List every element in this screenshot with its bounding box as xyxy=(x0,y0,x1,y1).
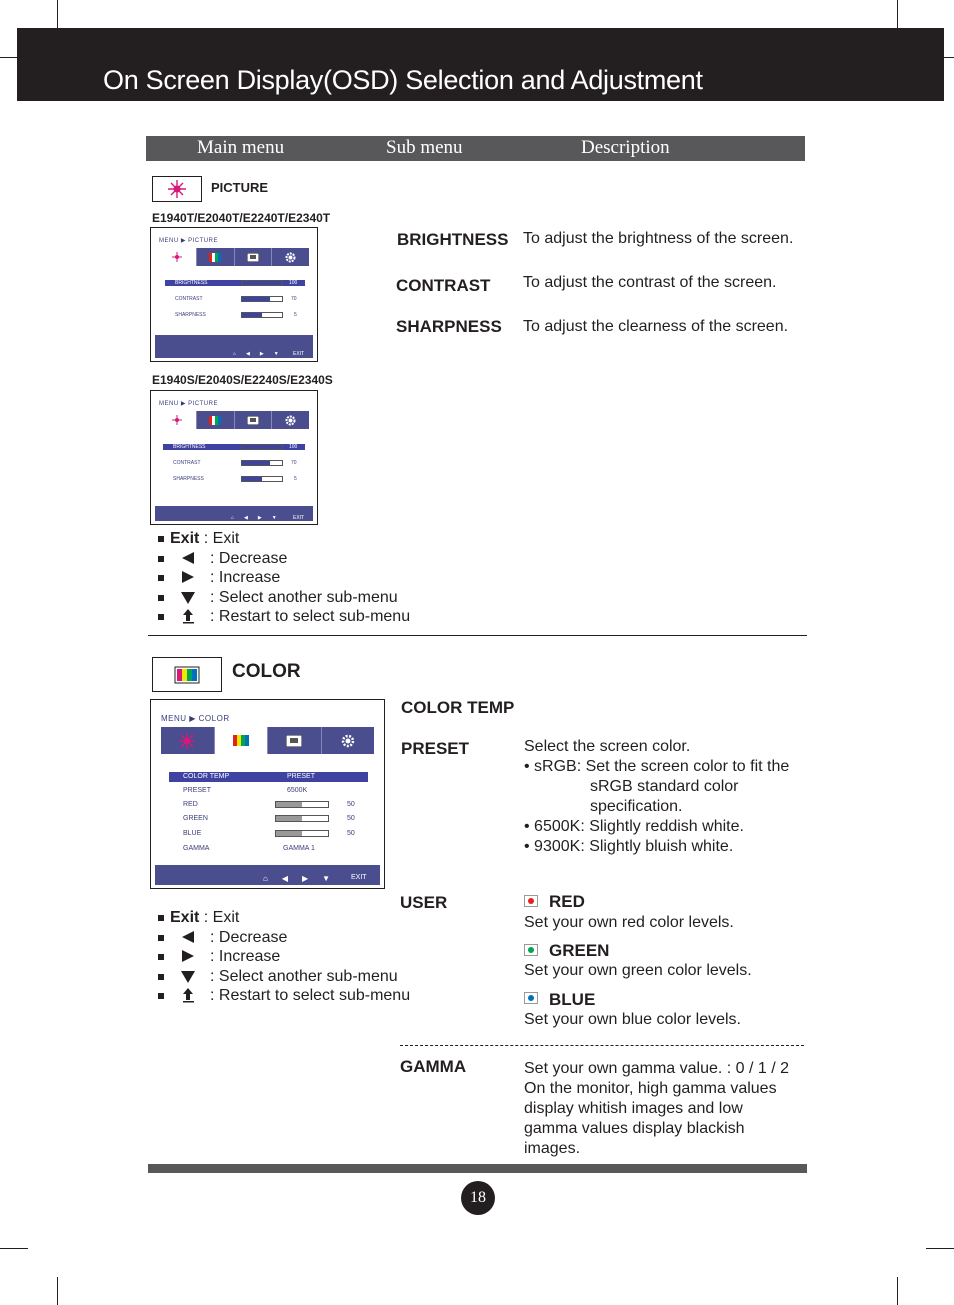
desc-brightness: To adjust the brightness of the screen. xyxy=(523,230,794,247)
return-arrow-icon xyxy=(180,608,196,624)
osd-level-bar xyxy=(275,815,329,822)
osd-exit: EXIT xyxy=(293,351,305,357)
osd-value: 6500K xyxy=(287,787,308,794)
legend-row-decrease: : Decrease xyxy=(158,549,458,569)
user-red-title: RED xyxy=(549,892,585,911)
model-list-s: E1940S/E2040S/E2240S/E2340S xyxy=(152,373,333,387)
osd-value: 100 xyxy=(289,280,298,286)
footer-bar xyxy=(148,1164,807,1173)
sub-menu-user: USER xyxy=(400,893,448,912)
legend-row-select: : Select another sub-menu xyxy=(158,588,458,608)
osd-tab-picture xyxy=(159,411,197,429)
osd-item: RED xyxy=(183,801,198,808)
user-blue-desc: Set your own blue color levels. xyxy=(524,1011,741,1028)
left-arrow-icon xyxy=(180,550,196,566)
sub-menu-brightness: BRIGHTNESS xyxy=(397,230,509,249)
osd-value: 50 xyxy=(347,815,355,822)
osd-exit: EXIT xyxy=(351,874,367,881)
brightness-icon xyxy=(153,177,201,201)
osd-level-bar xyxy=(241,476,283,482)
osd-level-bar xyxy=(241,296,283,302)
osd-level-bar xyxy=(241,460,283,466)
return-arrow-icon xyxy=(180,987,196,1003)
crop-mark xyxy=(57,0,58,28)
user-blue-title: BLUE xyxy=(549,990,596,1009)
osd-level-bar xyxy=(275,801,329,808)
user-green-desc: Set your own green color levels. xyxy=(524,962,752,979)
osd-item: CONTRAST xyxy=(173,460,201,466)
gear-icon xyxy=(285,252,296,263)
osd-value: PRESET xyxy=(287,773,316,780)
crop-mark xyxy=(897,0,898,28)
osd-level-bar xyxy=(241,280,283,286)
dashed-divider xyxy=(400,1045,804,1046)
crop-mark xyxy=(926,1248,954,1249)
desc-contrast: To adjust the contrast of the screen. xyxy=(523,274,777,291)
osd-value: 70 xyxy=(291,460,297,466)
osd-tab-picture xyxy=(161,727,215,754)
osd-tab-display xyxy=(235,248,273,266)
gear-icon xyxy=(341,734,355,748)
color-bars-icon xyxy=(209,253,221,262)
page-title: On Screen Display(OSD) Selection and Adjustment xyxy=(103,65,703,95)
legend-row-exit: Exit : Exit xyxy=(158,908,458,928)
osd-picture-screen-s xyxy=(150,390,318,525)
crop-mark xyxy=(0,1248,28,1249)
osd-value: GAMMA 1 xyxy=(283,845,315,852)
sub-menu-contrast: CONTRAST xyxy=(396,276,491,295)
osd-item: BLUE xyxy=(183,830,202,837)
picture-menu-icon-box xyxy=(152,176,202,202)
osd-value: 100 xyxy=(289,444,298,450)
color-bars-icon xyxy=(233,735,249,746)
crop-mark xyxy=(0,57,17,58)
legend-row-restart: : Restart to select sub-menu xyxy=(158,986,458,1006)
blue-swatch-icon xyxy=(524,992,538,1004)
brightness-icon xyxy=(172,252,182,262)
user-green-title: GREEN xyxy=(549,941,610,960)
key-legend-picture xyxy=(158,529,458,627)
sub-menu-heading: Sub menu xyxy=(386,137,463,158)
down-arrow-icon xyxy=(180,589,196,605)
gear-icon xyxy=(285,415,296,426)
osd-value: 50 xyxy=(347,830,355,837)
osd-value: 5 xyxy=(294,312,297,318)
osd-tab-display xyxy=(268,727,322,754)
osd-level-bar xyxy=(241,444,283,450)
osd-color-screen xyxy=(150,699,385,889)
column-header xyxy=(146,136,805,161)
osd-level-bar xyxy=(241,312,283,318)
osd-item: PRESET xyxy=(183,787,212,794)
legend-row-increase: : Increase xyxy=(158,947,458,967)
osd-item: SHARPNESS xyxy=(175,312,206,318)
sub-menu-color-temp: COLOR TEMP xyxy=(401,698,515,717)
brightness-icon xyxy=(179,733,195,749)
right-arrow-icon xyxy=(180,948,196,964)
osd-path: MENU ▶ COLOR xyxy=(161,714,230,723)
osd-value: 70 xyxy=(291,296,297,302)
desc-sharpness: To adjust the clearness of the screen. xyxy=(523,318,789,335)
color-bars-icon xyxy=(153,658,221,691)
legend-row-select: : Select another sub-menu xyxy=(158,967,458,987)
picture-label: PICTURE xyxy=(211,180,269,195)
legend-row-restart: : Restart to select sub-menu xyxy=(158,607,458,627)
osd-item: GAMMA xyxy=(183,845,210,852)
color-bars-icon xyxy=(209,416,221,425)
osd-item: BRIGHTNESS xyxy=(163,444,305,450)
section-divider xyxy=(148,635,807,636)
model-list-t: E1940T/E2040T/E2240T/E2340T xyxy=(152,211,331,225)
user-red-desc: Set your own red color levels. xyxy=(524,914,734,931)
monitor-icon xyxy=(286,735,302,747)
down-arrow-icon xyxy=(180,968,196,984)
osd-tab-setup xyxy=(322,727,375,754)
osd-tab-setup xyxy=(272,411,309,429)
left-arrow-icon xyxy=(180,929,196,945)
osd-value: 50 xyxy=(347,801,355,808)
osd-nav-arrows: ⌂◀▶▼ xyxy=(233,351,289,357)
crop-mark xyxy=(897,1277,898,1305)
main-menu-heading: Main menu xyxy=(197,137,285,158)
key-legend-color xyxy=(158,908,458,1006)
monitor-icon xyxy=(247,253,259,262)
osd-tab-setup xyxy=(272,248,309,266)
osd-tab-color xyxy=(197,248,235,266)
osd-nav-arrows: ⌂◀▶▼ xyxy=(263,874,345,883)
osd-item: SHARPNESS xyxy=(173,476,204,482)
monitor-icon xyxy=(247,416,259,425)
red-swatch-icon xyxy=(524,895,538,907)
osd-item: GREEN xyxy=(183,815,208,822)
sub-menu-preset: PRESET xyxy=(401,739,470,758)
osd-tab-picture xyxy=(159,248,197,266)
legend-row-increase: : Increase xyxy=(158,568,458,588)
color-menu-icon-box xyxy=(152,657,222,692)
crop-mark xyxy=(57,1277,58,1305)
osd-item: CONTRAST xyxy=(175,296,203,302)
legend-row-decrease: : Decrease xyxy=(158,928,458,948)
osd-level-bar xyxy=(275,830,329,837)
legend-row-exit: Exit : Exit xyxy=(158,529,458,549)
osd-tab-display xyxy=(235,411,273,429)
osd-exit: EXIT xyxy=(293,515,305,521)
desc-gamma: Set your own gamma value. : 0 / 1 / 2 On the monitor, high gamma values display whitish images and low gamma values display blackish images. xyxy=(524,1060,790,1157)
osd-picture-screen-t xyxy=(150,227,318,362)
osd-nav-arrows: ⌂◀▶▼ xyxy=(231,515,287,521)
desc-preset: Select the screen color. • sRGB: Set the screen color to fit the sRGB standard color specification. • 6500K: Slightly reddish white. • 9300K: Slightly bluish white. xyxy=(524,738,790,855)
title-bar xyxy=(17,28,944,101)
osd-tab-color xyxy=(197,411,235,429)
brightness-icon xyxy=(172,415,182,425)
green-swatch-icon xyxy=(524,944,538,956)
color-label: COLOR xyxy=(232,661,301,682)
sub-menu-gamma: GAMMA xyxy=(400,1057,467,1076)
osd-path: MENU ▶ PICTURE xyxy=(159,401,218,407)
right-arrow-icon xyxy=(180,569,196,585)
page-number: 18 xyxy=(461,1181,495,1215)
description-heading: Description xyxy=(581,137,670,158)
osd-item: BRIGHTNESS xyxy=(165,280,305,286)
osd-value: 5 xyxy=(294,476,297,482)
osd-tab-color xyxy=(215,727,269,754)
osd-item: COLOR TEMP xyxy=(169,772,368,782)
osd-path: MENU ▶ PICTURE xyxy=(159,238,218,244)
sub-menu-sharpness: SHARPNESS xyxy=(396,317,502,336)
